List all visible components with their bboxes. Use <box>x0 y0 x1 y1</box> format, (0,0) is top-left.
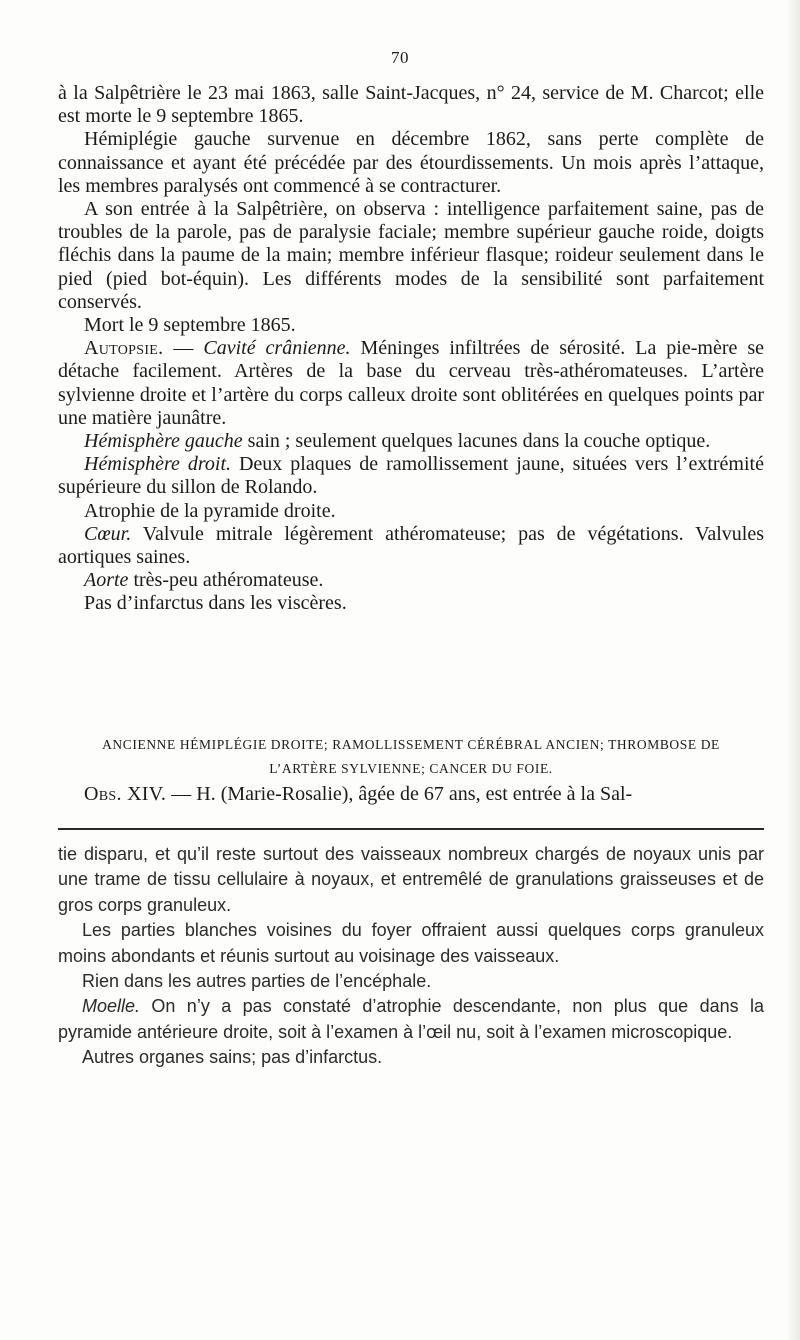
paragraph-left-hemisphere: Hémisphère gauche sain ; seulement quelques lacunes dans la couche optique. <box>84 430 711 453</box>
autopsy-label: Autopsie. <box>84 337 164 360</box>
aorta-label: Aorte <box>84 569 129 592</box>
paragraph-death: Mort le 9 septembre 1865. <box>84 314 296 337</box>
left-hemisphere-label: Hémisphère gauche <box>84 430 243 453</box>
observation-block <box>58 783 764 806</box>
paragraph-hemiplegia: Hémiplégie gauche survenue en décembre 1862, sans perte complète de connaissance et ayant été précédée par des étourdissements. Un mois après l’attaque, les membres paralysés ont commencé à se contracturer. <box>58 128 764 197</box>
upper-text-block <box>58 82 764 616</box>
paragraph-heart: Cœur. Valvule mitrale légèrement athéromateuse; pas de végétations. Valvules aortiques saines. <box>58 522 764 569</box>
paragraph-aorta: Aorte très-peu athéromateuse. <box>84 569 324 592</box>
paragraph-right-hemisphere: Hémisphère droit. Deux plaques de ramollissement jaune, situées vers l’extrémité supérieure du sillon de Rolando. <box>58 453 764 499</box>
paragraph-atrophy: Atrophie de la pyramide droite. <box>84 499 336 522</box>
spinal-cord-label: Moelle. <box>82 996 141 1017</box>
paragraph-viscera: Pas d’infarctus dans les viscères. <box>84 592 347 615</box>
paragraph-admission: à la Salpêtrière le 23 mai 1863, salle Saint-Jacques, n° 24, service de M. Charcot; elle est morte le 9 septembre 1865. <box>58 82 764 128</box>
lower-text-block <box>58 842 764 1071</box>
paragraph-other-organs: Autres organes sains; pas d’infarctus. <box>82 1047 383 1068</box>
page-number: 70 <box>391 48 409 67</box>
cranial-cavity-label: Cavité crânienne. <box>203 337 351 360</box>
case-heading <box>58 733 764 781</box>
case-heading-line-2: L’ARTÈRE SYLVIENNE; CANCER DU FOIE. <box>269 761 553 776</box>
observation-label: Obs. XIV. <box>84 783 167 805</box>
heart-label: Cœur. <box>84 522 132 545</box>
paragraph-white-matter: Les parties blanches voisines du foyer offraient aussi quelques corps granuleux moins abondants et réunis surtout au voisinage des vaisseaux. <box>58 920 764 966</box>
paragraph-autopsy: Autopsie. — Cavité crânienne. Méninges infiltrées de sérosité. La pie-mère se détache facilement. Artères de la base du cerveau très-athéromateuses. L’artère sylvienne droite et l’artère du corps calleux droite sont oblitérées en quelques points par une matière jaunâtre. <box>58 337 764 429</box>
paragraph-vessels: tie disparu, et qu’il reste surtout des vaisseaux nombreux chargés de noyaux unis par une trame de tissu cellulaire à noyaux, et entremêlé de granulations graisseuses et de gros corps granuleux. <box>58 844 764 915</box>
horizontal-rule <box>58 828 764 830</box>
right-hemisphere-label: Hémisphère droit. <box>84 453 232 476</box>
paragraph-observation: Obs. XIV. — H. (Marie-Rosalie), âgée de 67 ans, est entrée à la Sal- <box>84 783 633 805</box>
paragraph-spinal-cord: Moelle. On n’y a pas constaté d’atrophie descendante, non plus que dans la pyramide antérieure droite, soit à l’examen à l’œil nu, soit à l’examen microscopique. <box>58 996 764 1042</box>
paragraph-encephalon: Rien dans les autres parties de l’encéphale. <box>82 971 432 992</box>
page-edge-shadow <box>786 0 800 1340</box>
case-heading-line-1: ANCIENNE HÉMIPLÉGIE DROITE; RAMOLLISSEMENT CÉRÉBRAL ANCIEN; THROMBOSE DE <box>102 737 720 752</box>
paragraph-entry-exam: A son entrée à la Salpêtrière, on observa : intelligence parfaitement saine, pas de troubles de la parole, pas de paralysie faciale; membre supérieur gauche roide, doigts fléchis dans la paume de la main; membre inférieur flasque; roideur seulement dans le pied (pied bot-équin). Les différents modes de la sensibilité sont parfaitement conservés. <box>58 198 764 313</box>
